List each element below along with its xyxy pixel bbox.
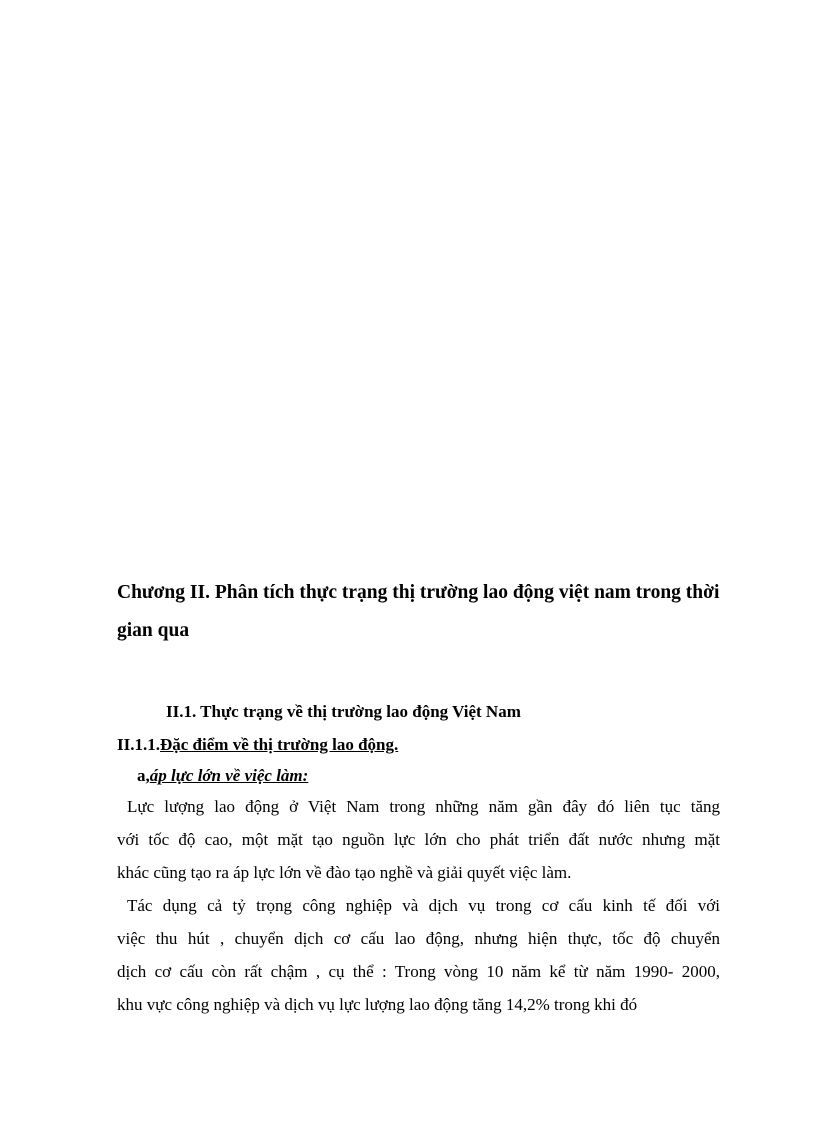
subsection-title: Đặc điểm về thị trường lao động. — [159, 735, 399, 754]
subsection-heading — [117, 733, 398, 757]
paragraph-line: Tác dụng cả tỷ trọng công nghiệp và dịch vụ trong cơ cấu kinh tế đối với — [127, 896, 720, 915]
paragraph-line: việc thu hút , chuyển dịch cơ cấu lao động, nhưng hiện thực, tốc độ chuyển — [117, 929, 720, 948]
item-heading — [137, 764, 308, 788]
paragraph-line: với tốc độ cao, một mặt tạo nguồn lực lớn cho phát triển đất nước nhưng mặt — [117, 830, 720, 849]
item-marker: a, — [137, 766, 150, 785]
paragraph-line: khác cũng tạo ra áp lực lớn về đào tạo nghề và giải quyết việc làm. — [117, 863, 572, 882]
paragraph-line: dịch cơ cấu còn rất chậm , cụ thể : Trong vòng 10 năm kể từ năm 1990- 2000, — [117, 962, 720, 981]
section-heading: II.1. Thực trạng về thị trường lao động Việt Nam — [166, 702, 521, 721]
item-title: áp lực lớn về việc làm: — [149, 766, 309, 785]
paragraph-line: khu vực công nghiệp và dịch vụ lực lượng lao động tăng 14,2% trong khi đó — [117, 995, 638, 1014]
subsection-number: II.1.1. — [117, 735, 160, 754]
chapter-title: Chương II. Phân tích thực trạng thị trường lao động việt nam trong thời gian qua — [117, 582, 720, 641]
paragraph-line: Lực lượng lao động ở Việt Nam trong những năm gần đây đó liên tục tăng — [127, 797, 720, 816]
